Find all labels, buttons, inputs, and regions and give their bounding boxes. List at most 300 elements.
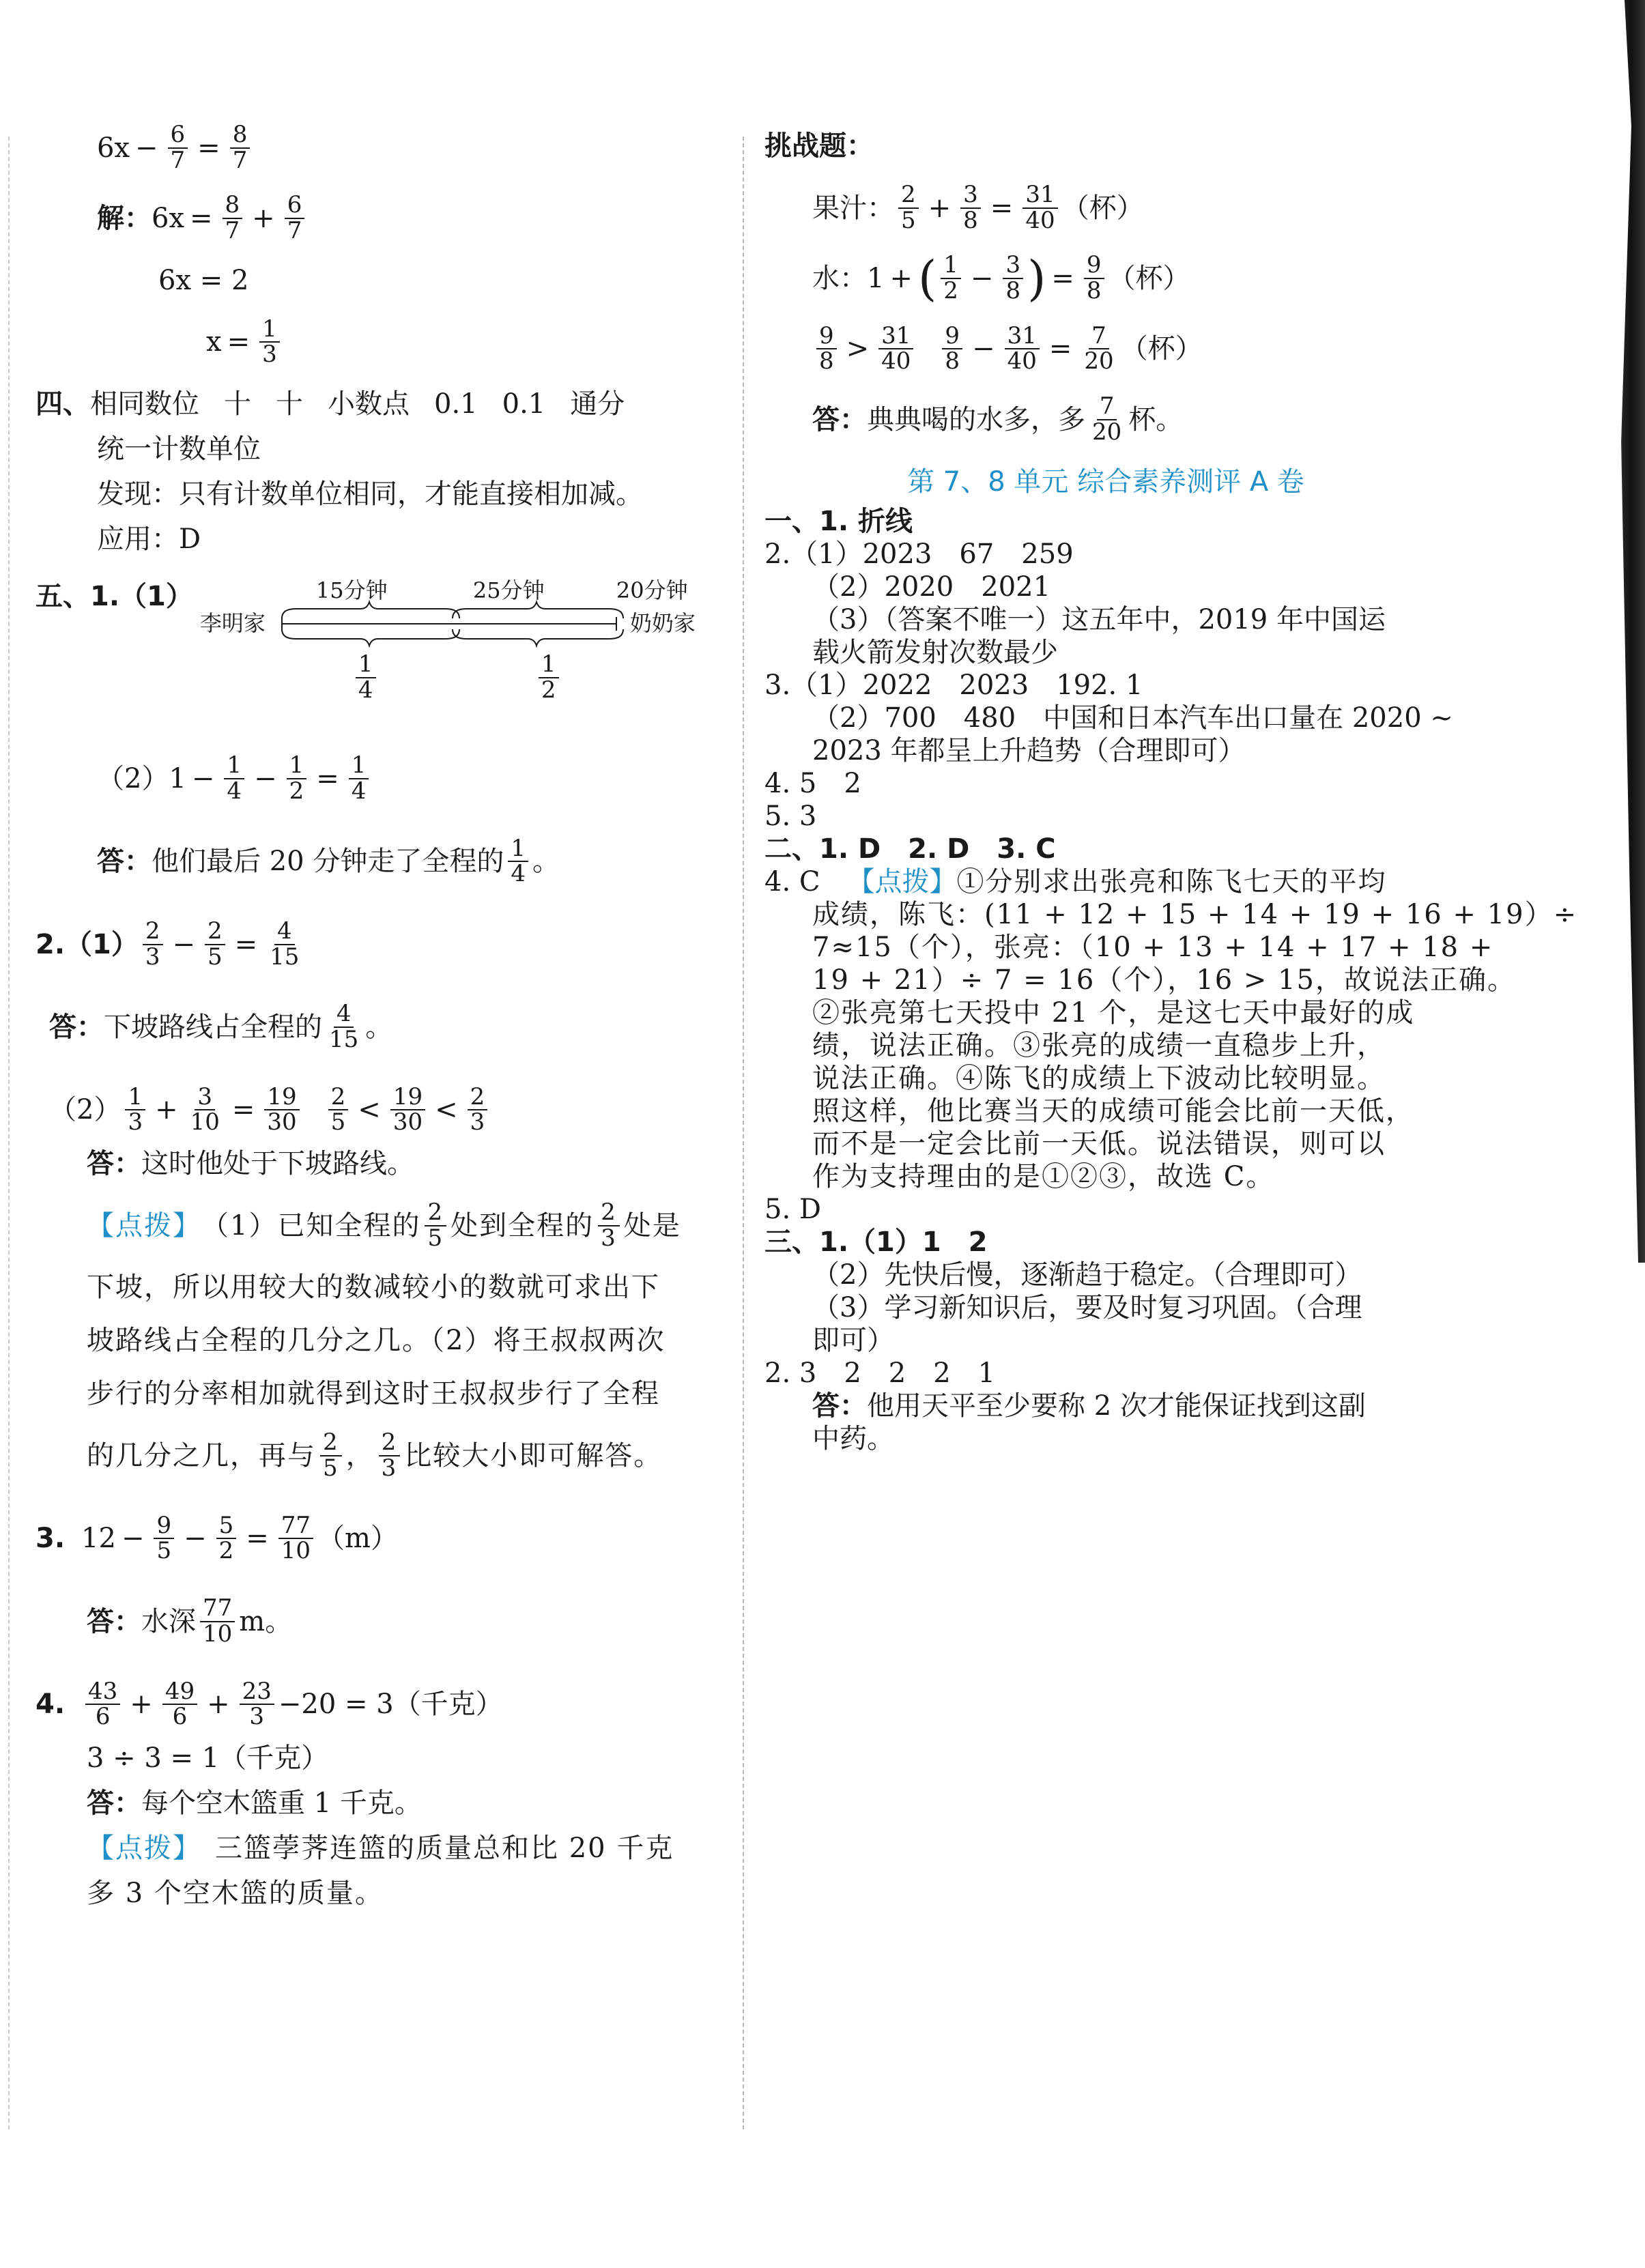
tip-text: 处是	[623, 1209, 681, 1241]
section-5-q1	[35, 576, 725, 753]
answer-line	[764, 669, 1447, 702]
denominator: 7	[170, 146, 186, 174]
numerator: 49	[162, 1680, 197, 1706]
numerator: 2	[425, 1201, 446, 1226]
numerator: 1	[349, 753, 369, 779]
answer-item: 相同数位	[90, 388, 199, 420]
fraction	[960, 183, 981, 233]
numerator: 1	[224, 753, 244, 779]
denominator: 8	[819, 347, 834, 375]
segment-label: 15分钟	[315, 577, 388, 604]
tip-text: 多 3 个空木篮的质量。	[87, 1877, 384, 1909]
answer-line	[764, 1324, 1447, 1357]
tip-line	[764, 1160, 1447, 1193]
section-5-q4-tip	[35, 1832, 725, 1865]
numerator: 9	[1084, 253, 1104, 279]
start-label: 李明家	[199, 610, 266, 637]
answer-line	[764, 734, 1447, 767]
fraction	[508, 834, 528, 888]
question-number: 2.（1）	[35, 928, 139, 960]
numerator: 2	[143, 919, 163, 945]
numerator: 2	[379, 1431, 401, 1456]
fraction	[223, 193, 243, 243]
answer-item: 十	[224, 388, 251, 420]
answer-text: 杯。	[1128, 403, 1184, 435]
answer-text: 每个空木篮重 1 千克。	[141, 1787, 422, 1819]
numerator: 7	[1089, 324, 1109, 350]
numerator: 7	[1097, 394, 1117, 420]
solution-step-1: 解： 6x = $\frac{8}{7}$ + $\frac{6}{7}$	[35, 193, 725, 243]
section-4-apply	[35, 523, 725, 556]
tip-text: ，	[345, 1440, 375, 1472]
unit-test-title	[764, 465, 1447, 498]
fraction	[264, 1082, 299, 1136]
answer-label: 答：	[87, 1605, 141, 1637]
fraction	[328, 1082, 349, 1136]
denominator: 8	[1005, 277, 1021, 305]
numerator: 6	[168, 123, 188, 149]
numerator: 2	[468, 1085, 488, 1111]
fraction	[816, 321, 837, 375]
answer-label: 答：	[812, 403, 867, 435]
close-paren: )	[1027, 250, 1046, 307]
section-5-q3-answer	[35, 1596, 725, 1646]
numerator: 19	[390, 1085, 425, 1111]
part-label: （2）	[49, 1094, 121, 1126]
item-label: 果汁：	[812, 192, 894, 224]
denominator: 2	[218, 1537, 234, 1565]
answer-text: 载火箭发射次数最少	[812, 636, 1058, 668]
term: 1	[169, 762, 186, 794]
answer-text: 。	[532, 846, 560, 878]
challenge-label: 挑战题：	[764, 130, 874, 162]
numerator: 31	[878, 324, 913, 350]
denominator: 3	[128, 1108, 143, 1136]
tip-line	[764, 931, 1494, 964]
answer-text: 2. 3 2 2 2 1	[764, 1357, 996, 1389]
question-number: 五、1.（1）	[35, 581, 193, 613]
answer-label: 答：	[97, 846, 152, 878]
numerator: 3	[195, 1085, 215, 1111]
tip-label: 【点拨】	[847, 865, 957, 898]
answer-line	[764, 603, 1447, 636]
answer-text: 这时他处于下坡路线。	[141, 1148, 414, 1179]
denominator: 20	[1084, 347, 1114, 375]
answer-text: （2）2020 2021	[812, 571, 1051, 603]
fraction	[200, 1596, 235, 1646]
answer-line	[764, 1291, 1447, 1324]
fraction	[1005, 321, 1040, 375]
answer-text: 。	[365, 1011, 393, 1043]
numerator: 2	[898, 183, 919, 209]
open-paren: (	[917, 250, 937, 307]
answer-text: 三、1.（1）1 2	[764, 1226, 988, 1258]
answer-line	[764, 1390, 1447, 1422]
tip-text: 7≈15（个），张亮：（10 + 13 + 14 + 17 + 18 +	[812, 931, 1494, 963]
fraction	[230, 123, 251, 173]
answer-text: 5. 3	[764, 800, 817, 832]
equation-6x: 6x − $\frac{6}{7}$ = $\frac{8}{7}$	[35, 123, 725, 173]
fraction	[143, 919, 163, 969]
denominator: 40	[881, 347, 911, 375]
section-5-q2-part2: （2） $\frac{1}{3}$ + $\frac{3}{10}$ = $\frac{19}{30}$ $\frac{2}{5}$ < $\frac{19}{30}$ < $\frac{2}{3}$	[35, 1085, 725, 1135]
numerator: 19	[264, 1085, 299, 1111]
answer-line	[764, 636, 1447, 669]
numerator: 3	[1003, 253, 1023, 279]
tip-line	[764, 1128, 1447, 1160]
numerator: 1	[356, 652, 376, 678]
answer-item: 0.1	[434, 388, 478, 420]
section-5-q4-answer	[35, 1787, 725, 1820]
answer-text: 应用：D	[97, 523, 201, 556]
tip-line-1	[35, 1198, 725, 1252]
denominator: 7	[287, 217, 302, 245]
question-number: 3.	[35, 1523, 66, 1555]
tip-line-2	[35, 1271, 725, 1304]
denominator: 10	[203, 1620, 233, 1648]
answer-line	[764, 571, 1447, 603]
fraction	[598, 1198, 620, 1252]
fraction	[379, 1431, 401, 1480]
denominator: 40	[1025, 206, 1055, 234]
answer-item: 0.1	[502, 388, 546, 420]
answer-line	[764, 865, 1447, 898]
fraction	[320, 1431, 342, 1480]
tip-text: 绩，说法正确。③张亮的成绩一直稳步上升，	[812, 1029, 1386, 1061]
equation-text: 6x = 2	[158, 264, 249, 296]
tip-text: 成绩，陈飞：(11 + 12 + 15 + 14 + 19 + 16 + 19）÷	[812, 898, 1578, 930]
numerator: 43	[85, 1680, 120, 1706]
fraction	[267, 919, 302, 969]
numerator: 5	[216, 1514, 237, 1540]
numerator: 77	[278, 1514, 313, 1540]
right-column	[764, 130, 1578, 1455]
answer-text: 5. D	[764, 1193, 821, 1225]
numerator: 2	[205, 919, 225, 945]
item-label: 水：	[812, 263, 867, 295]
tip-text: ①分别求出张亮和陈飞七天的平均	[956, 865, 1387, 898]
fraction	[1022, 183, 1057, 233]
diagram-fraction	[534, 652, 563, 702]
denominator: 4	[511, 860, 526, 888]
numerator: 3	[960, 183, 981, 209]
section-title: 第 7、8 单元 综合素养测评 A 卷	[907, 465, 1304, 498]
answer-text: 2023 年都呈上升趋势（合理即可）	[812, 734, 1246, 766]
numerator: 1	[941, 253, 961, 279]
numerator: 8	[230, 123, 251, 149]
tip-text: 说法正确。④陈飞的成绩上下波动比较明显。	[812, 1062, 1386, 1094]
denominator: 8	[963, 206, 978, 234]
solution-step-3: x = $\frac{1}{3}$	[35, 317, 725, 367]
section-5-q2-answer2	[35, 1147, 725, 1180]
answer-item: 十	[276, 388, 303, 420]
left-column	[35, 123, 725, 1910]
tip-line	[764, 1029, 1447, 1062]
answer-line	[764, 538, 1447, 571]
section-5-q1-part2: （2） 1 − $\frac{1}{4}$ − $\frac{1}{2}$ = $\frac{1}{4}$	[35, 753, 725, 803]
tip-text: ②张亮第七天投中 21 个，是这七天中最好的成	[812, 996, 1415, 1029]
fraction	[278, 1511, 313, 1565]
challenge-heading	[764, 130, 1447, 162]
denominator: 5	[330, 1108, 346, 1136]
fraction	[285, 193, 305, 243]
numerator: 9	[154, 1514, 174, 1540]
scan-edge-shadow	[1611, 0, 1645, 1263]
section-1-answers	[764, 505, 1453, 865]
denominator: 2	[943, 277, 958, 305]
denominator: 4	[358, 676, 373, 704]
tip-label: 【点拨】	[87, 1832, 201, 1864]
tip-text: 而不是一定会比前一天低。说法错误，则可以	[812, 1128, 1386, 1160]
answer-text: （3）（答案不唯一）这五年中，2019 年中国运	[812, 603, 1386, 635]
answer-text: 4. C	[764, 865, 820, 898]
tip-text: 坡路线占全程的几分之几。（2）将王叔叔两次	[87, 1325, 666, 1357]
tip-text: 作为支持理由的是①②③，故选 C。	[812, 1160, 1275, 1192]
denominator: 15	[329, 1025, 359, 1053]
numerator: 4	[334, 1002, 354, 1028]
unit: （杯）	[1108, 263, 1190, 295]
answer-line	[764, 1193, 1447, 1226]
answer-label: 答：	[87, 1787, 141, 1819]
equation-text: −20 = 3（千克）	[278, 1689, 503, 1721]
answer-text: 他用天平至少要称 2 次才能保证找到这副	[867, 1390, 1366, 1422]
answer-text: 他们最后 20 分钟走了全程的	[152, 846, 504, 878]
numerator: 6	[285, 193, 305, 219]
section-5-q2-part1: 2.（1） $\frac{2}{3}$ − $\frac{2}{5}$ = $\frac{4}{15}$	[35, 919, 725, 969]
answer-text: （3）学习新知识后，要及时复习巩固。（合理	[812, 1291, 1362, 1323]
fraction	[168, 123, 188, 173]
fraction	[898, 183, 919, 233]
section-number: 四、	[35, 388, 90, 420]
tip-line-3	[35, 1324, 725, 1357]
denominator: 2	[541, 676, 556, 704]
answer-line	[764, 1226, 1447, 1259]
answer-line	[764, 505, 1447, 538]
fraction	[390, 1082, 425, 1136]
denominator: 4	[351, 777, 367, 805]
denominator: 3	[601, 1224, 617, 1252]
numerator: 8	[223, 193, 243, 219]
fraction	[259, 317, 280, 367]
answer-line	[764, 800, 1447, 833]
tip-text: 下坡，所以用较大的数减较小的数就可求出下	[87, 1272, 660, 1304]
answer-text: 中药。	[812, 1422, 894, 1454]
numerator: 2	[598, 1201, 620, 1226]
fraction	[224, 753, 244, 803]
tip-text: 的几分之几，再与	[87, 1440, 316, 1472]
answer-line	[764, 1357, 1447, 1390]
denominator: 3	[470, 1108, 485, 1136]
equation-text: 3 ÷ 3 = 1（千克）	[87, 1742, 329, 1774]
denominator: 30	[392, 1108, 423, 1136]
water-equation: 水： 1 + ( $\frac{1}{2}$ − $\frac{3}{8}$ ) = $\frac{9}{8}$ （杯）	[812, 250, 1190, 307]
fraction	[425, 1198, 446, 1252]
denominator: 8	[1086, 277, 1102, 305]
denominator: 10	[281, 1537, 311, 1565]
denominator: 15	[270, 943, 300, 971]
section-4-find	[35, 478, 725, 511]
fraction	[1003, 253, 1023, 303]
numerator: 2	[328, 1085, 349, 1111]
answer-line	[764, 702, 1453, 734]
fraction	[1089, 394, 1124, 444]
numerator: 2	[320, 1431, 342, 1456]
fraction	[154, 1511, 174, 1565]
numerator: 1	[125, 1085, 145, 1111]
denominator: 7	[225, 217, 240, 245]
answer-line	[764, 767, 1447, 800]
juice-equation: 果汁： $\frac{2}{5}$ + $\frac{3}{8}$ = $\frac{31}{40}$ （杯）	[812, 181, 1144, 234]
denominator: 40	[1007, 347, 1037, 375]
fraction	[85, 1677, 120, 1731]
column-divider	[743, 137, 744, 2129]
answer-item: 小数点	[328, 388, 410, 420]
denominator: 4	[227, 777, 242, 805]
denominator: 3	[249, 1703, 265, 1731]
answer-text: （2）700 480 中国和日本汽车出口量在 2020 ~	[812, 702, 1453, 734]
answer-text: 下坡路线占全程的	[104, 1011, 322, 1043]
tip-text: 照这样，他比赛当天的成绩可能会比前一天低，	[812, 1095, 1414, 1127]
denominator: 3	[381, 1454, 398, 1482]
section-3-answers	[764, 1193, 1447, 1455]
denominator: 8	[945, 347, 960, 375]
denominator: 3	[262, 341, 277, 369]
fraction	[941, 253, 961, 303]
numerator: 1	[259, 317, 280, 343]
section-5-q4-tip-2	[35, 1877, 725, 1910]
numerator: 9	[816, 324, 837, 350]
denominator: 6	[172, 1703, 188, 1731]
tip-text: 比较大小即可解答。	[404, 1440, 663, 1472]
line-segment-diagram	[193, 576, 725, 753]
numerator: 23	[240, 1680, 274, 1706]
fraction	[125, 1082, 145, 1136]
section-5-q2-answer1	[35, 1002, 725, 1052]
answer-text: 2.（1）2023 67 259	[764, 538, 1074, 570]
numerator: 1	[287, 753, 307, 779]
tip-line	[764, 964, 1517, 996]
fraction	[287, 753, 307, 803]
fraction	[326, 1002, 361, 1052]
fraction	[349, 753, 369, 803]
fraction	[1084, 253, 1104, 303]
compare-equation: $\frac{9}{8}$ > $\frac{31}{40}$ $\frac{9}{8}$ − $\frac{31}{40}$ = $\frac{7}{20}$ （杯）	[764, 324, 1447, 374]
tip-text: 步行的分率相加就得到这时王叔叔步行了全程	[87, 1378, 660, 1410]
solution-label: 解：	[97, 203, 152, 235]
fraction	[205, 919, 225, 969]
answer-text: 一、1. 折线	[764, 505, 913, 537]
tip-line	[764, 898, 1578, 931]
section-5-q4-line2	[35, 1742, 725, 1775]
section-4-line2	[35, 433, 725, 465]
unit: （杯）	[1061, 192, 1144, 224]
fraction	[162, 1677, 197, 1731]
section-2-q4	[764, 865, 1578, 1193]
challenge-answer	[764, 394, 1447, 444]
numerator: 77	[200, 1596, 235, 1622]
numerator: 1	[508, 837, 528, 863]
section-5-q3: 3. 12 − $\frac{9}{5}$ − $\frac{5}{2}$ = $\frac{77}{10}$ （m）	[35, 1511, 398, 1565]
denominator: 6	[95, 1703, 111, 1731]
answer-text: m。	[239, 1605, 293, 1637]
numerator: 31	[1022, 183, 1057, 209]
answer-text: （2）先快后慢，逐渐趋于稳定。（合理即可）	[812, 1259, 1362, 1291]
answer-line	[764, 1259, 1447, 1291]
denominator: 5	[901, 206, 916, 234]
tip-text: 19 + 21）÷ 7 = 16（个），16 > 15，故说法正确。	[812, 964, 1517, 996]
term: 12	[81, 1523, 116, 1555]
tip-line	[764, 1062, 1447, 1095]
fraction	[216, 1511, 237, 1565]
denominator: 5	[156, 1537, 172, 1565]
tip-line-5	[35, 1431, 725, 1480]
term: 1	[867, 263, 885, 295]
tip-line-4	[35, 1377, 725, 1410]
numerator: 9	[942, 324, 962, 350]
fraction	[1081, 321, 1116, 375]
fraction	[240, 1677, 274, 1731]
tip-text: 三篮荸荠连篮的质量总和比 20 千克	[215, 1832, 674, 1864]
numerator: 4	[274, 919, 295, 945]
tip-line	[764, 996, 1447, 1029]
denominator: 30	[267, 1108, 297, 1136]
diagram-fraction	[352, 652, 380, 702]
segment-label: 20分钟	[616, 577, 688, 604]
answer-text: 二、1. D 2. D 3. C	[764, 833, 1056, 865]
fraction	[468, 1082, 488, 1136]
left-margin-rule	[8, 137, 10, 2129]
answer-item: 通分	[570, 388, 625, 420]
tip-text: 处到全程的	[450, 1209, 595, 1241]
denominator: 5	[323, 1454, 339, 1482]
fraction	[878, 321, 913, 375]
answer-text: 水深	[141, 1605, 196, 1637]
part-label: （2）	[97, 762, 169, 794]
denominator: 7	[232, 146, 248, 174]
answer-text: 即可）	[812, 1324, 894, 1356]
denominator: 20	[1092, 418, 1122, 446]
answer-label: 答：	[49, 1011, 104, 1043]
unit: （m）	[317, 1523, 398, 1555]
denominator: 3	[145, 943, 160, 971]
section-5-q1-answer	[35, 834, 725, 888]
denominator: 5	[427, 1224, 444, 1252]
term: 6x	[152, 203, 185, 235]
denominator: 10	[190, 1108, 220, 1136]
solution-step-2	[35, 264, 725, 297]
tip-line	[764, 1095, 1447, 1128]
numerator: 31	[1005, 324, 1040, 350]
tip-label: 【点拨】	[87, 1209, 201, 1241]
section-5-q4: 4. $\frac{43}{6}$ + $\frac{49}{6}$ + $\frac{23}{3}$ −20 = 3（千克）	[35, 1677, 503, 1731]
denominator: 5	[208, 943, 223, 971]
answer-text: 4. 5 2	[764, 767, 861, 799]
term: x	[206, 326, 222, 358]
fraction	[942, 321, 962, 375]
answer-label: 答：	[812, 1390, 867, 1422]
answer-line	[764, 833, 1447, 865]
segment-label: 25分钟	[472, 577, 545, 604]
answer-text: 典典喝的水多，多	[867, 403, 1085, 435]
section-4-answers	[35, 388, 725, 420]
tip-text: （1）已知全程的	[201, 1209, 421, 1241]
answer-text: 统一计数单位	[97, 433, 261, 465]
denominator: 2	[289, 777, 304, 805]
unit: （杯）	[1120, 333, 1203, 365]
term: 6x	[97, 132, 130, 164]
fraction	[188, 1082, 223, 1136]
answer-text: 发现：只有计数单位相同，才能直接相加减。	[97, 478, 643, 511]
